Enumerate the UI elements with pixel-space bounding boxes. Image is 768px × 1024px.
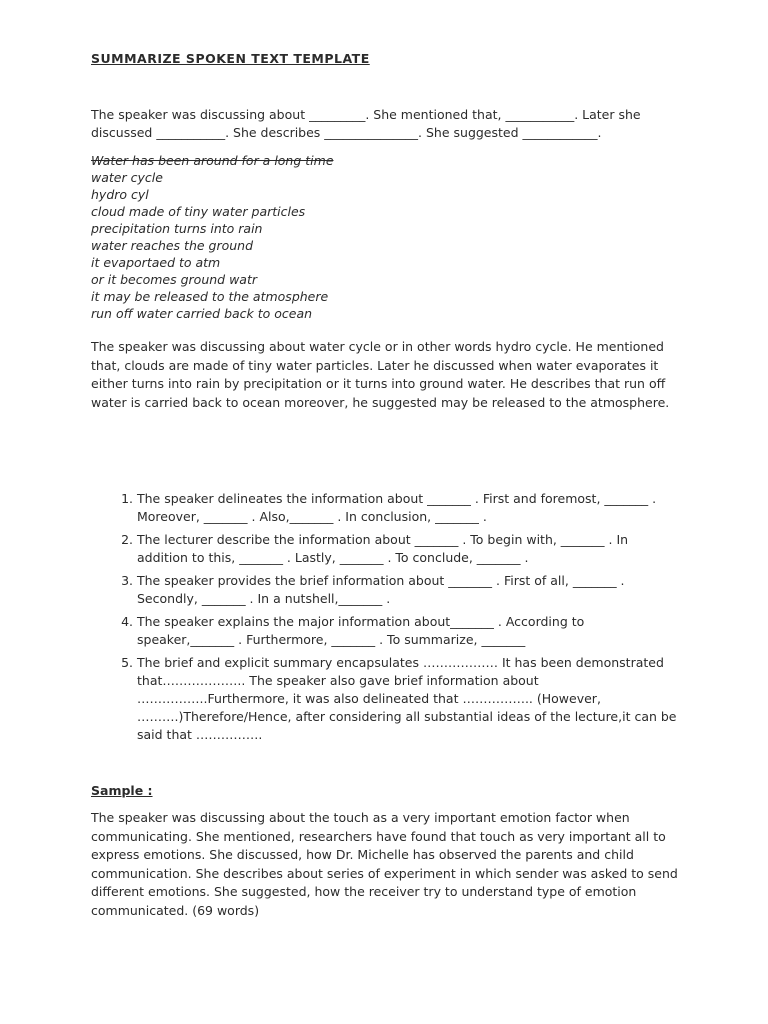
summary-paragraph: The speaker was discussing about water cycle or in other words hydro cycle. He mentioned that, clouds are made of tiny water particles. Later he discussed when water evaporates it either turns into rain by precipitation or it turns into ground water. He describes that run off water is carried back to ocean moreover, he suggested may be released to the atmosphere.	[91, 339, 670, 410]
templates-list	[91, 490, 681, 744]
document-page	[91, 50, 681, 920]
template-item: 4. The speaker explains the major information about_______ . According to speaker,_______ . Furthermore, _______ . To summarize, _______	[137, 613, 681, 649]
note-item: water cycle	[91, 170, 163, 185]
note-item: cloud made of tiny water particles	[91, 204, 306, 219]
note-item: water reaches the ground	[91, 238, 254, 253]
note-item: it evaportaed to atm	[91, 255, 221, 270]
document-title: SUMMARIZE SPOKEN TEXT TEMPLATE	[91, 51, 370, 66]
template-item: 3. The speaker provides the brief information about _______ . First of all, _______ . Secondly, _______ . In a nutshell,_______ .	[137, 572, 681, 608]
note-item: hydro cyl	[91, 187, 149, 202]
template-item: 1. The speaker delineates the information about _______ . First and foremost, _______ . Moreover, _______ . Also,_______ . In conclusion, _______ .	[137, 490, 681, 526]
note-item: or it becomes ground watr	[91, 272, 258, 287]
template-item: 2. The lecturer describe the information about _______ . To begin with, _______ . In addition to this, _______ . Lastly, _______ . To conclude, _______ .	[137, 531, 681, 567]
note-item: precipitation turns into rain	[91, 221, 263, 236]
note-item: Water has been around for a long time	[91, 153, 334, 168]
note-item: it may be released to the atmosphere	[91, 289, 329, 304]
template-intro-paragraph: The speaker was discussing about _________. She mentioned that, ___________. Later she discussed ___________. She describes _______________. She suggested ____________.	[91, 107, 641, 140]
notes-list	[91, 152, 681, 322]
note-item: run off water carried back to ocean	[91, 306, 313, 321]
sample-paragraph: The speaker was discussing about the touch as a very important emotion factor when communicating. She mentioned, researchers have found that touch as very important all to express emotions. She discussed, how Dr. Michelle has observed the parents and child communication. She describes about series of experiment in which sender was asked to send different emotions. She suggested, how the receiver try to understand type of emotion communicated. (69 words)	[91, 810, 678, 918]
template-item: 5. The brief and explicit summary encapsulates ……………… It has been demonstrated that……………….. The speaker also gave brief information about ……………..Furthermore, it was also delineated that …………….. (However, ……….)Therefore/Hence, after considering all substantial ideas of the lecture,it can be said that …………….	[137, 654, 681, 744]
sample-heading: Sample :	[91, 783, 153, 798]
